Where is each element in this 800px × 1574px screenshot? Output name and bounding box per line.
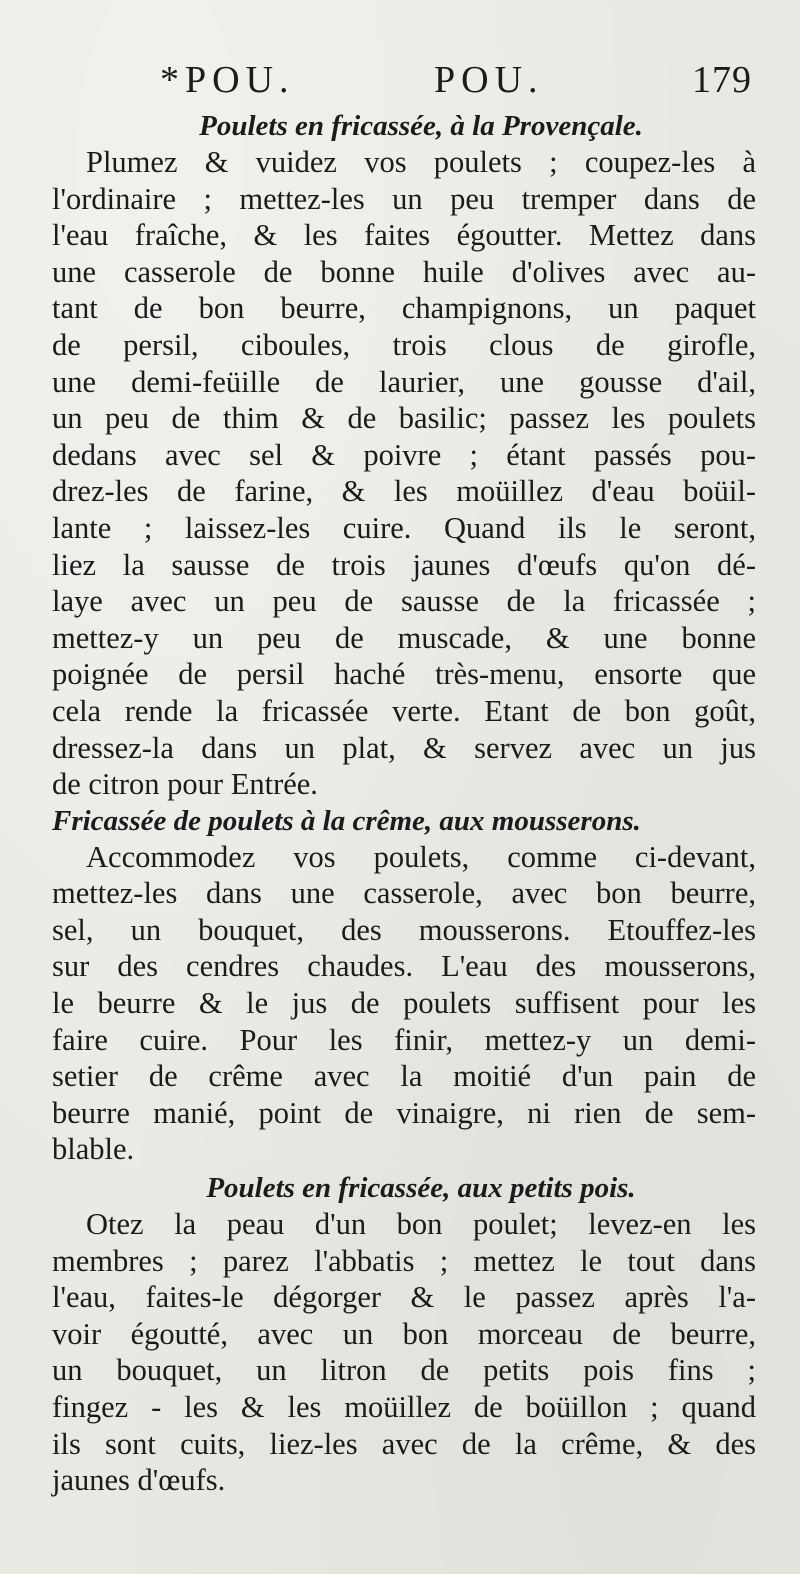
section-title: Fricassée de poulets à la crême, aux mousserons. [52, 804, 641, 837]
text-line: l'ordinaire ; mettez-les un peu tremper dans de [52, 181, 756, 216]
text-line: lante ; laissez-les cuire. Quand ils le seront, [52, 510, 756, 545]
text-line: de persil, ciboules, trois clous de girofle, [52, 327, 756, 362]
text-line: laye avec un peu de sausse de la fricassée ; [52, 584, 756, 619]
text-line: Plumez & vuidez vos poulets ; coupez-les à [86, 145, 756, 179]
text-line: beurre manié, point de vinaigre, ni rien de sem- [52, 1095, 756, 1130]
text-line: un bouquet, un litron de petits pois fins ; [52, 1353, 756, 1388]
text-line: fingez - les & les moüillez de boüillon ; quand [52, 1390, 756, 1424]
running-head-right: POU. [434, 59, 544, 101]
running-head-left: *POU. [160, 59, 295, 101]
section-title: Poulets en fricassée, à la Provençale. [199, 110, 643, 142]
text-line: l'eau fraîche, & les faites égoutter. Mettez dans [52, 218, 756, 253]
text-line: une casserole de bonne huile d'olives avec au- [52, 254, 756, 289]
text-line: voir égoutté, avec un bon morceau de beurre, [52, 1316, 756, 1351]
text-line: dedans avec sel & poivre ; étant passés pou- [52, 437, 756, 472]
running-head [52, 52, 756, 108]
text-line: le beurre & le jus de poulets suffisent pour les [52, 986, 756, 1021]
page-number: 179 [692, 59, 752, 101]
text-line: liez la sausse de trois jaunes d'œufs qu'on dé- [52, 547, 756, 582]
text-line: ils sont cuits, liez-les avec de la crême, & des [52, 1426, 756, 1461]
text-line: Accommodez vos poulets, comme ci-devant, [86, 839, 756, 874]
recipe-text [52, 144, 756, 803]
text-line: Otez la peau d'un bon poulet; levez-en les [86, 1207, 756, 1242]
section-title: Poulets en fricassée, aux petits pois. [206, 1172, 636, 1205]
recipe-creme-mousserons [52, 803, 756, 1168]
text-line: cela rende la fricassée verte. Etant de bon goût, [52, 693, 756, 728]
text-line: tant de bon beurre, champignons, un paquet [52, 291, 756, 326]
text-line: de citron pour Entrée. [52, 767, 318, 802]
text-line: drez-les de farine, & les moüillez d'eau boüil- [52, 474, 756, 509]
text-line: jaunes d'œufs. [52, 1463, 226, 1498]
text-line: mettez-y un peu de muscade, & une bonne [52, 620, 756, 655]
text-line: l'eau, faites-le dégorger & le passez après l'a- [52, 1280, 756, 1315]
text-line: un peu de thim & de basilic; passez les poulets [52, 401, 756, 436]
recipe-provencale [52, 108, 756, 803]
recipe-text [52, 839, 756, 1168]
recipe-text [52, 1206, 756, 1499]
text-line: une demi-feüille de laurier, une gousse d'ail, [52, 364, 756, 399]
text-line: blable. [52, 1132, 135, 1167]
recipe-petits-pois [52, 1170, 756, 1499]
text-line: poignée de persil haché très-menu, ensorte que [52, 657, 756, 692]
text-line: membres ; parez l'abbatis ; mettez le tout dans [52, 1243, 756, 1278]
text-line: sur des cendres chaudes. L'eau des mousserons, [52, 949, 756, 984]
text-line: faire cuire. Pour les finir, mettez-y un demi- [52, 1022, 756, 1057]
text-line: dressez-la dans un plat, & servez avec un jus [52, 730, 756, 765]
text-line: sel, un bouquet, des mousserons. Etouffez-les [52, 912, 756, 947]
text-line: setier de crême avec la moitié d'un pain de [52, 1059, 756, 1094]
text-line: mettez-les dans une casserole, avec bon beurre, [52, 876, 756, 911]
